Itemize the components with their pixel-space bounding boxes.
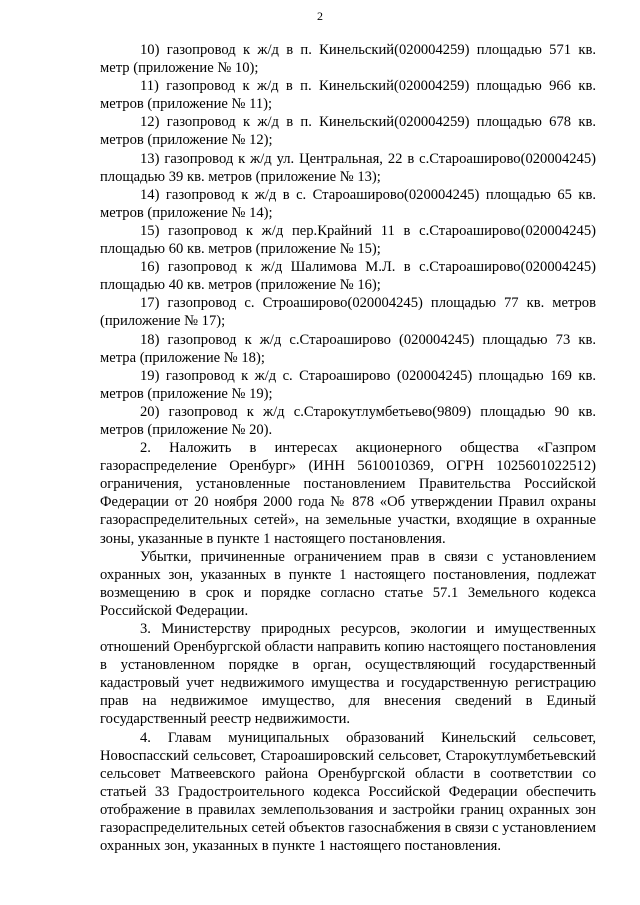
paragraph-item-10: 10) газопровод к ж/д в п. Кинельский(020004259) площадью 571 кв. метр (приложение № 10); <box>100 42 596 77</box>
paragraph-item-12: 12) газопровод к ж/д в п. Кинельский(020004259) площадью 678 кв. метров (приложение № 12); <box>100 114 596 149</box>
paragraph-item-15: 15) газопровод к ж/д пер.Крайний 11 в с.Староаширово(020004245) площадью 60 кв. метров (приложение № 15); <box>100 222 596 258</box>
paragraph-item-14: 14) газопровод к ж/д в с. Староаширово(020004245) площадью 65 кв. метров (приложение № 14); <box>100 186 596 221</box>
paragraph-item-13: 13) газопровод к ж/д ул. Центральная, 22 в с.Староаширово(020004245) площадью 39 кв. метров (приложение № 13); <box>100 150 596 185</box>
paragraph-losses: Убытки, причиненные ограничением прав в связи с установлением охранных зон, указанных в пункте 1 настоящего постановления, подлежат возмещению в срок и порядке согласно статье 57.1 Земельного кодекса Российской Федерации. <box>100 548 596 619</box>
paragraph-item-20: 20) газопровод к ж/д с.Старокутлумбетьево(9809) площадью 90 кв. метров (приложение № 20). <box>100 403 596 438</box>
paragraph-item-16: 16) газопровод к ж/д Шалимова М.Л. в с.Староаширово(020004245) площадью 40 кв. метров (приложение № 16); <box>100 259 596 294</box>
paragraph-clause-3: 3. Министерству природных ресурсов, экологии и имущественных отношений Оренбургской области направить копию настоящего постановления в установленном порядке в орган, осуществляющий государственный кадастровый учет недвижимого имущества и государственную регистрацию прав на недвижимое имущество, для внесения сведений в Единый государственный реестр недвижимости. <box>100 621 596 728</box>
paragraph-item-19: 19) газопровод к ж/д с. Староаширово (020004245) площадью 169 кв. метров (приложение № 19); <box>100 367 596 402</box>
paragraph-clause-4: 4. Главам муниципальных образований Кинельский сельсовет, Новоспасский сельсовет, Староашировский сельсовет, Старокутлумбетьевский сельсовет Матвеевского района Оренбургской области в соответствии со статьей 33 Градостроительного кодекса Российской Федерации обеспечить отображение в правилах землепользования и застройки границ охранных зон газораспределительных сетей объектов газоснабжения в связи с установлением охранных зон, указанных в пункте 1 настоящего постановления. <box>100 729 596 855</box>
paragraph-item-17: 17) газопровод с. Строаширово(020004245) площадью 77 кв. метров (приложение № 17); <box>100 295 596 330</box>
paragraph-clause-2: 2. Наложить в интересах акционерного общества «Газпром газораспределение Оренбург» (ИНН 5610010369, ОГРН 1025601022512) ограничения, установленные постановлением Правительства Российской Федерации от 20 ноября 2000 года № 878 «Об утверждении Правил охраны газораспределительных сетей», на земельные участки, входящие в охранные зоны, указанные в пункте 1 настоящего постановления. <box>100 440 596 547</box>
paragraph-item-18: 18) газопровод к ж/д с.Староаширово (020004245) площадью 73 кв. метра (приложение № 18); <box>100 331 596 366</box>
document-body <box>100 41 596 855</box>
paragraph-item-11: 11) газопровод к ж/д в п. Кинельский(020004259) площадью 966 кв. метров (приложение № 11); <box>100 78 596 113</box>
page-number: 2 <box>317 9 323 23</box>
